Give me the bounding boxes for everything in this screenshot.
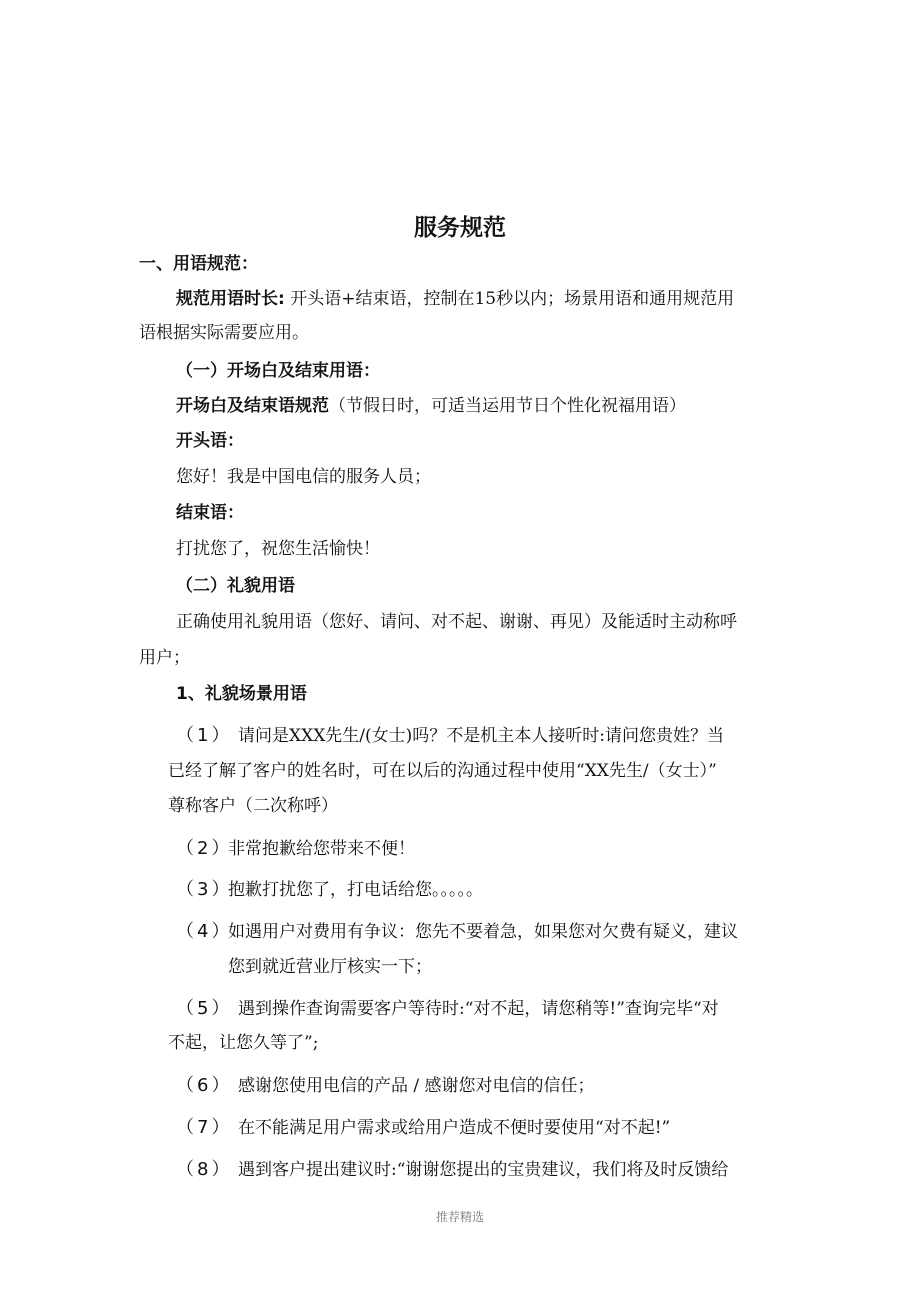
opening-rule-note: （节假日时，可适当运用节日个性化祝福用语）	[329, 396, 686, 416]
item-number: （1）	[176, 725, 233, 746]
section-heading-terms: 一、用语规范：	[139, 254, 258, 274]
item-text: 如遇用户对费用有争议：您先不要着急，如果您对欠费有疑义，建议	[228, 922, 738, 942]
item-number: （6）	[176, 1075, 233, 1096]
item-text: 遇到客户提出建议时:“谢谢您提出的宝贵建议，我们将及时反馈给	[238, 1160, 729, 1180]
item-number: （5）	[176, 998, 233, 1019]
page-title: 服务规范	[414, 215, 506, 241]
item-number: （8）	[176, 1159, 233, 1180]
list-item	[176, 923, 738, 941]
duration-text-cont: 语根据实际需要应用。	[139, 323, 309, 343]
duration-label: 规范用语时长:	[176, 289, 285, 309]
opening-rule-paragraph	[176, 398, 686, 415]
list-item	[176, 727, 724, 745]
item-text-cont: 您到就近营业厅核实一下；	[228, 957, 432, 977]
closing-label: 结束语：	[176, 503, 244, 523]
list-item	[176, 1161, 728, 1179]
item-number: （2）	[176, 838, 233, 859]
item-number: （4）	[176, 921, 233, 942]
subheading-polite: （二）礼貌用语	[176, 576, 295, 596]
item-text: 非常抱歉给您带来不便！	[228, 839, 415, 859]
opening-rule-label: 开场白及结束语规范	[176, 396, 329, 416]
item-text: 请问是XXX先生/(女士)吗？不是机主本人接听时:请问您贵姓？当	[238, 726, 725, 746]
polite-paragraph-cont: 用户；	[139, 648, 190, 668]
opening-label: 开头语：	[176, 431, 244, 451]
item-number: （3）	[176, 879, 233, 900]
item-text-cont: 尊称客户（二次称呼）	[168, 796, 338, 816]
duration-text: 开头语+结束语，控制在15秒以内；场景用语和通用规范用	[290, 289, 735, 309]
item-number: （7）	[176, 1117, 233, 1138]
opening-text: 您好！我是中国电信的服务人员；	[176, 467, 431, 487]
item-text: 遇到操作查询需要客户等待时:“对不起，请您稍等!”查询完毕“对	[238, 999, 719, 1019]
item-text-cont: 已经了解了客户的姓名时，可在以后的沟通过程中使用“XX先生/（女士）”	[168, 761, 717, 781]
list-item	[176, 1077, 595, 1095]
item-text-cont: 不起，让您久等了”;	[168, 1033, 319, 1053]
list-item	[176, 840, 415, 858]
closing-text: 打扰您了，祝您生活愉快！	[176, 539, 380, 559]
subheading-opening-closing: （一）开场白及结束用语：	[176, 361, 380, 381]
list-item	[176, 1000, 719, 1018]
list-item	[176, 881, 483, 899]
subheading-polite-scenes: 1、礼貌场景用语	[176, 684, 307, 704]
item-text: 感谢您使用电信的产品 / 感谢您对电信的信任；	[238, 1076, 595, 1096]
item-text: 抱歉打扰您了，打电话给您。。。。。	[228, 880, 483, 900]
duration-paragraph	[176, 291, 734, 308]
polite-paragraph: 正确使用礼貌用语（您好、请问、对不起、谢谢、再见）及能适时主动称呼	[176, 612, 737, 632]
footer-note: 推荐精选	[435, 1210, 484, 1224]
item-text: 在不能满足用户需求或给用户造成不便时要使用“对不起!”	[238, 1118, 671, 1138]
list-item	[176, 1119, 670, 1137]
